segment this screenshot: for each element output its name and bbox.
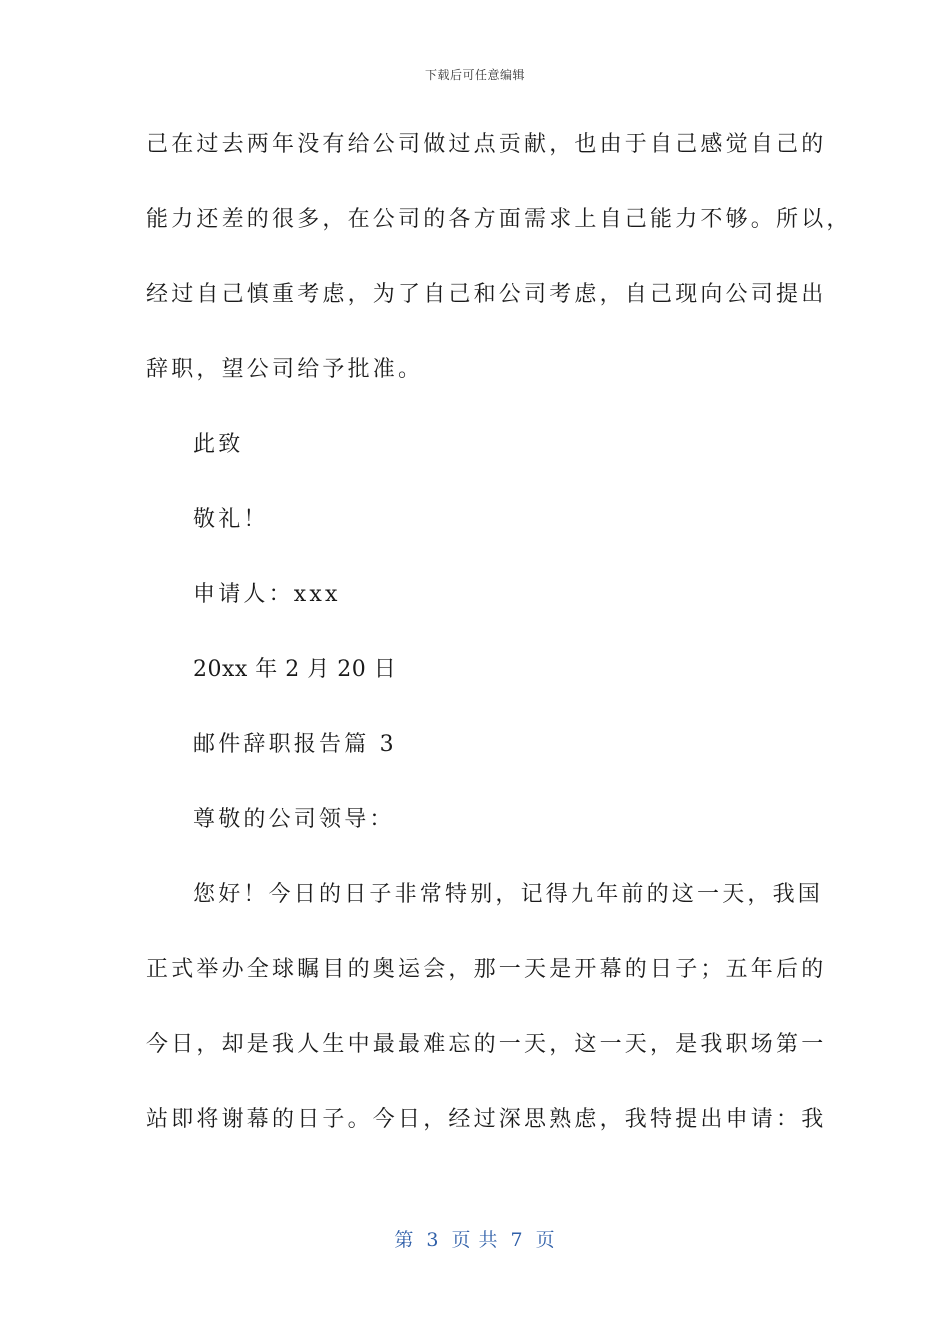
date-line: 20xx 年 2 月 20 日 — [193, 657, 397, 682]
current-page-number: 3 — [426, 1229, 440, 1251]
closing-line: 此致 — [193, 432, 244, 457]
page-suffix: 页 — [535, 1229, 556, 1251]
paragraph-line: 经过自己慎重考虑，为了自己和公司考虑，自己现向公司提出 — [146, 282, 827, 307]
page-mid: 页 共 — [451, 1229, 499, 1251]
paragraph-line: 正式举办全球瞩目的奥运会，那一天是开幕的日子；五年后的 — [146, 957, 827, 982]
applicant-line: 申请人：xxx — [193, 582, 341, 607]
salutation-line: 敬礼！ — [193, 507, 269, 532]
paragraph-line: 今日，却是我人生中最最难忘的一天，这一天，是我职场第一 — [146, 1032, 827, 1057]
paragraph-line: 能力还差的很多，在公司的各方面需求上自己能力不够。所以， — [146, 207, 852, 232]
paragraph-line: 站即将谢幕的日子。今日，经过深思熟虑，我特提出申请：我 — [146, 1107, 827, 1132]
page-prefix: 第 — [394, 1229, 415, 1251]
section-title: 邮件辞职报告篇 3 — [193, 732, 397, 757]
paragraph-line: 己在过去两年没有给公司做过点贡献，也由于自己感觉自己的 — [146, 132, 827, 157]
total-pages-number: 7 — [510, 1229, 524, 1251]
paragraph-line: 辞职，望公司给予批准。 — [146, 357, 424, 382]
page-footer — [0, 1225, 950, 1252]
header-note: 下载后可任意编辑 — [424, 68, 525, 82]
paragraph-line: 您好！今日的日子非常特别，记得九年前的这一天，我国 — [193, 882, 824, 907]
greeting-line: 尊敬的公司领导： — [193, 807, 395, 832]
